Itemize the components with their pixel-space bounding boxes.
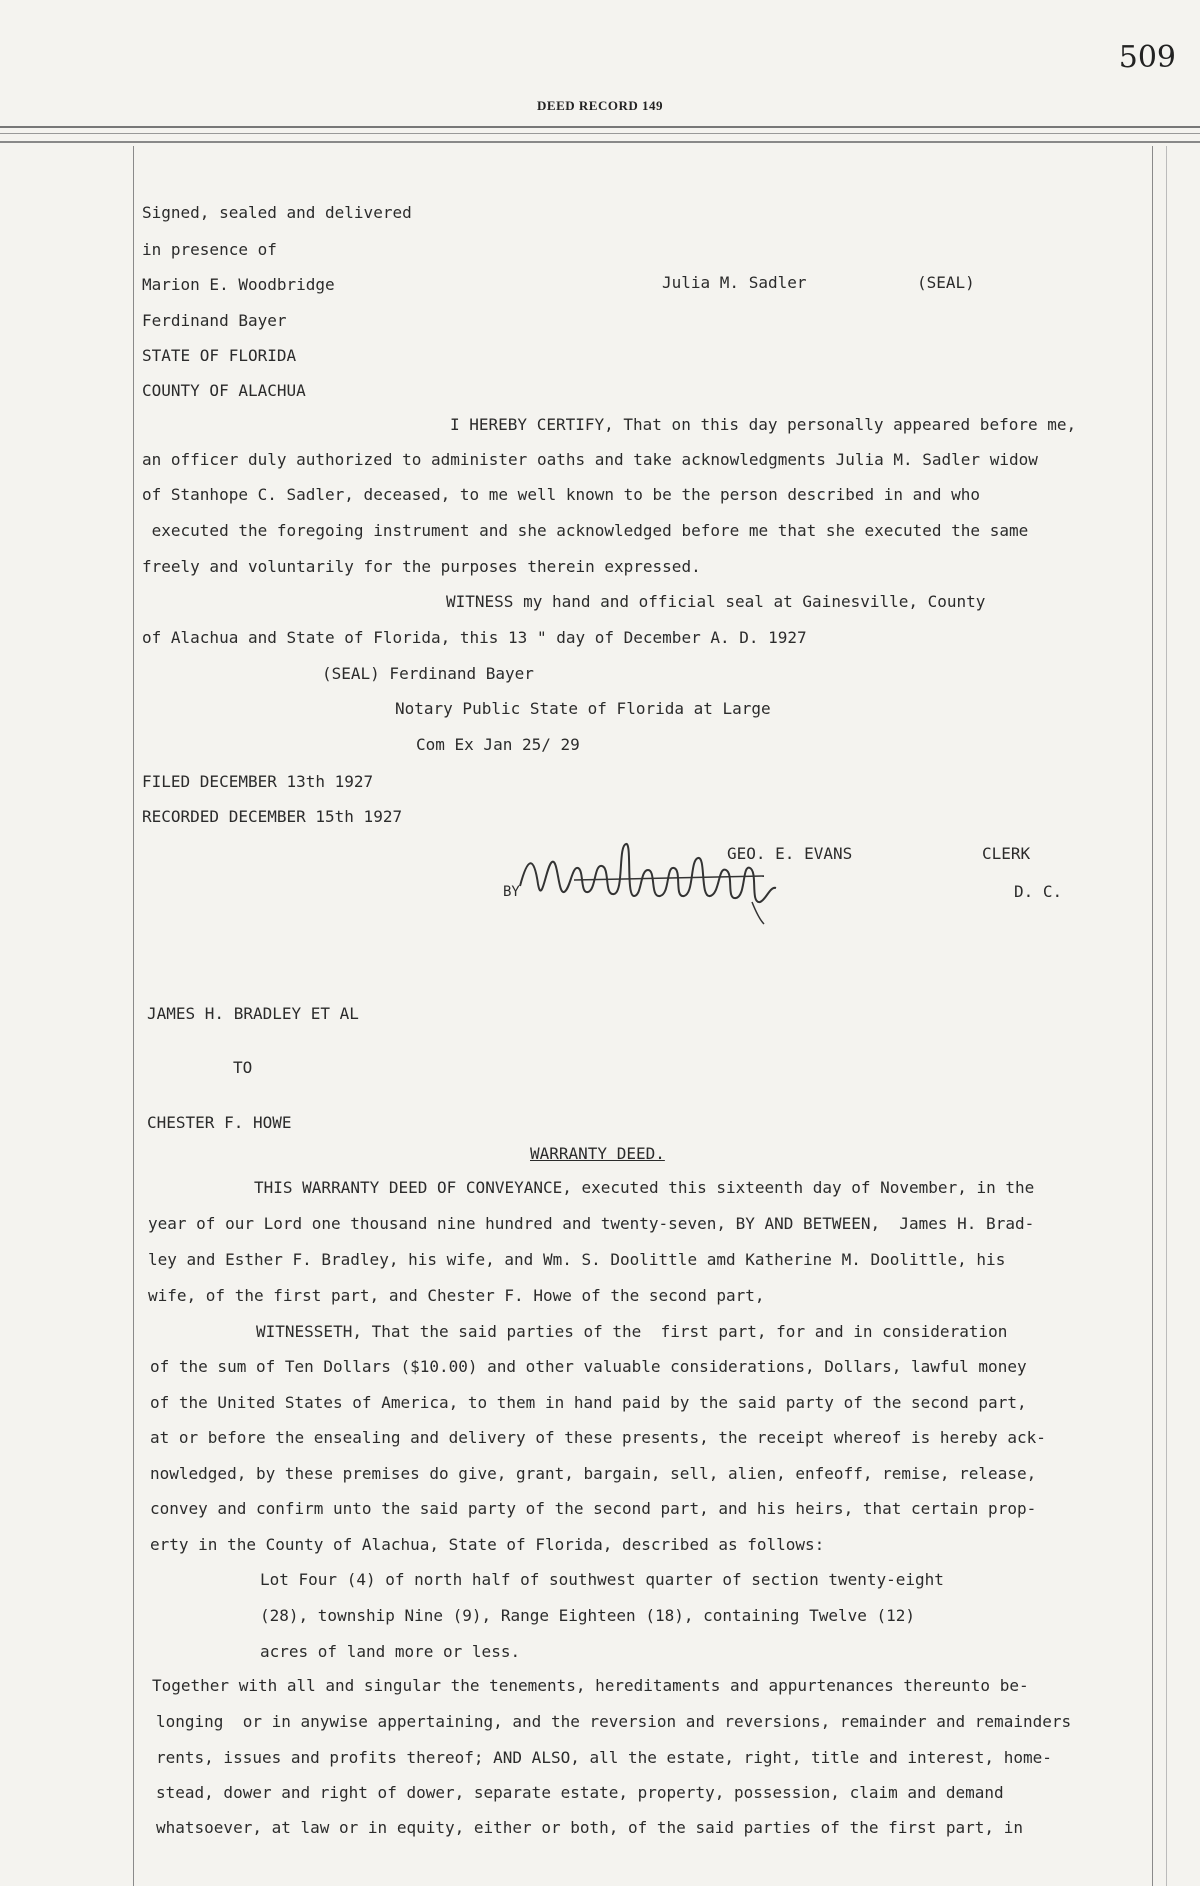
legal-description-line: acres of land more or less. bbox=[260, 1642, 521, 1661]
header-rule bbox=[0, 141, 1200, 143]
right-margin-line bbox=[1152, 146, 1153, 1886]
signed-line: in presence of bbox=[142, 240, 277, 259]
ack-line: executed the foregoing instrument and she acknowledged before me that she executed the same bbox=[142, 521, 1029, 540]
deed-title: WARRANTY DEED. bbox=[530, 1144, 665, 1163]
handwritten-signature bbox=[514, 836, 784, 926]
grantee-heading: CHESTER F. HOWE bbox=[147, 1113, 292, 1132]
deed-paragraph-line: WITNESSETH, That the said parties of the first part, for and in consideration bbox=[256, 1322, 1008, 1341]
grantor-signature: Julia M. Sadler bbox=[662, 273, 807, 292]
deed-paragraph-line: stead, dower and right of dower, separate estate, property, possession, claim and demand bbox=[156, 1783, 1004, 1802]
deed-paragraph-line: at or before the ensealing and delivery of these presents, the receipt whereof is hereby ack- bbox=[150, 1428, 1046, 1447]
signed-line: Signed, sealed and delivered bbox=[142, 203, 412, 222]
ack-line: freely and voluntarily for the purposes therein expressed. bbox=[142, 557, 701, 576]
ack-line: of Stanhope C. Sadler, deceased, to me well known to be the person described in and who bbox=[142, 485, 981, 504]
header-rule bbox=[0, 126, 1200, 128]
by-label: BY bbox=[503, 884, 520, 900]
deed-paragraph-line: nowledged, by these premises do give, grant, bargain, sell, alien, enfeoff, remise, release, bbox=[150, 1464, 1037, 1483]
grantor-heading: JAMES H. BRADLEY ET AL bbox=[147, 1004, 359, 1023]
deed-paragraph-line: Together with all and singular the tenements, hereditaments and appurtenances thereunto be- bbox=[152, 1676, 1029, 1695]
filed-date: FILED DECEMBER 13th 1927 bbox=[142, 772, 374, 791]
deputy-clerk: D. C. bbox=[1014, 882, 1063, 901]
deed-paragraph-line: rents, issues and profits thereof; AND ALSO, all the estate, right, title and interest, home- bbox=[156, 1748, 1052, 1767]
deed-paragraph-line: whatsoever, at law or in equity, either or both, of the said parties of the first part, in bbox=[156, 1818, 1023, 1837]
deed-paragraph-line: THIS WARRANTY DEED OF CONVEYANCE, executed this sixteenth day of November, in the bbox=[254, 1178, 1035, 1197]
clerk-title: CLERK bbox=[982, 844, 1031, 863]
right-margin-line bbox=[1166, 146, 1167, 1886]
record-title: DEED RECORD 149 bbox=[537, 98, 663, 113]
legal-description-line: Lot Four (4) of north half of southwest quarter of section twenty-eight bbox=[260, 1570, 944, 1589]
county-line: COUNTY OF ALACHUA bbox=[142, 381, 306, 400]
ack-line: an officer duly authorized to administer oaths and take acknowledgments Julia M. Sadler widow bbox=[142, 450, 1038, 469]
witness-name: Ferdinand Bayer bbox=[142, 311, 287, 330]
page-number: 509 bbox=[1118, 40, 1176, 75]
state-line: STATE OF FLORIDA bbox=[142, 346, 297, 365]
commission-expiry: Com Ex Jan 25/ 29 bbox=[416, 735, 580, 754]
deed-paragraph-line: longing or in anywise appertaining, and the reversion and reversions, remainder and remainders bbox=[156, 1712, 1072, 1731]
deed-paragraph-line: year of our Lord one thousand nine hundred and twenty-seven, BY AND BETWEEN, James H. Brad- bbox=[148, 1214, 1035, 1233]
deed-paragraph-line: erty in the County of Alachua, State of Florida, described as follows: bbox=[150, 1535, 825, 1554]
deed-paragraph-line: of the United States of America, to them in hand paid by the said party of the second part, bbox=[150, 1393, 1027, 1412]
legal-description-line: (28), township Nine (9), Range Eighteen (18), containing Twelve (12) bbox=[260, 1606, 916, 1625]
header-rule bbox=[0, 133, 1200, 134]
ack-line: I HEREBY CERTIFY, That on this day personally appeared before me, bbox=[450, 415, 1077, 434]
deed-paragraph-line: convey and confirm unto the said party of the second part, and his heirs, that certain prop- bbox=[150, 1499, 1037, 1518]
deed-paragraph-line: of the sum of Ten Dollars ($10.00) and other valuable considerations, Dollars, lawful money bbox=[150, 1357, 1027, 1376]
recorded-date: RECORDED DECEMBER 15th 1927 bbox=[142, 807, 403, 826]
witness-name: Marion E. Woodbridge bbox=[142, 275, 335, 294]
deed-paragraph-line: ley and Esther F. Bradley, his wife, and Wm. S. Doolittle amd Katherine M. Doolittle, his bbox=[148, 1250, 1006, 1269]
seal-mark: (SEAL) bbox=[917, 273, 975, 292]
witness-clause: WITNESS my hand and official seal at Gainesville, County bbox=[446, 592, 986, 611]
to-heading: TO bbox=[233, 1058, 253, 1077]
deed-paragraph-line: wife, of the first part, and Chester F. Howe of the second part, bbox=[148, 1286, 765, 1305]
notary-name: (SEAL) Ferdinand Bayer bbox=[322, 664, 534, 683]
notary-title: Notary Public State of Florida at Large bbox=[395, 699, 771, 718]
witness-clause: of Alachua and State of Florida, this 13 " day of December A. D. 1927 bbox=[142, 628, 807, 647]
clerk-name: GEO. E. EVANS bbox=[727, 844, 853, 863]
left-margin-line bbox=[133, 146, 134, 1886]
